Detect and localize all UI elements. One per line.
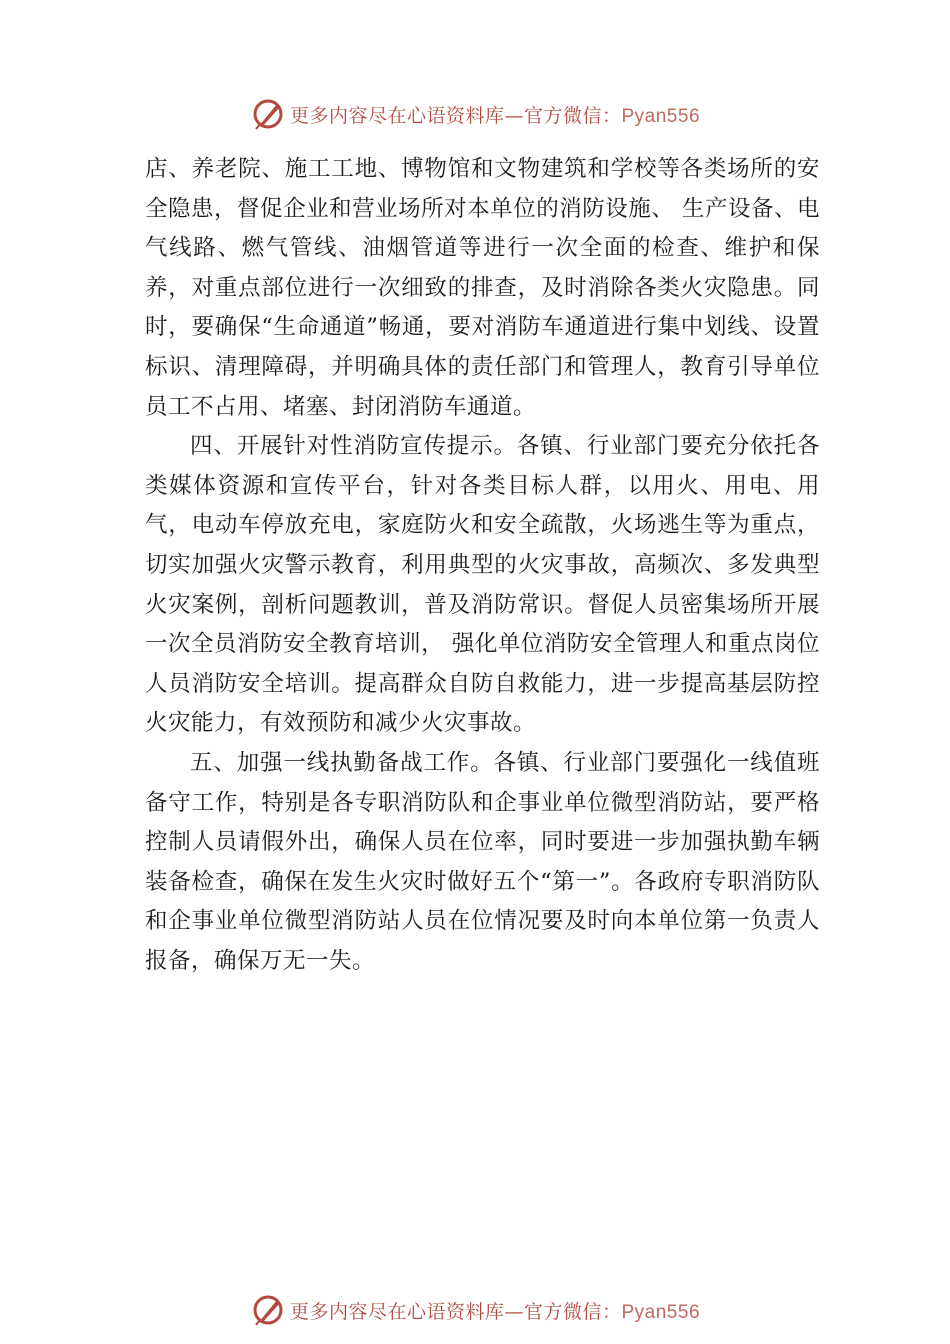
document-body (145, 150, 820, 981)
header-banner (0, 94, 950, 134)
paragraph-section-five: 五、加强一线执勤备战工作。各镇、行业部门要强化一线值班备守工作，特别是各专职消防队和企事业单位微型消防站，要严格控制人员请假外出，确保人员在位率，同时要进一步加强执勤车辆装备检查，确保在发生火灾时做好五个“第一”。各政府专职消防队和企事业单位微型消防站人员在位情况要及时向本单位第一负责人报备，确保万无一失。 (145, 749, 820, 974)
paragraph-continuation: 店、养老院、施工工地、博物馆和文物建筑和学校等各类场所的安全隐患，督促企业和营业场所对本单位的消防设施、 生产设备、电气线路、燃气管线、油烟管道等进行一次全面的检查、维护和保养，对重点部位进行一次细致的排查，及时消除各类火灾隐患。同时，要确保“生命通道”畅通，要对消防车通道进行集中划线、设置标识、清理障碍，并明确具体的责任部门和管理人，教育引导单位员工不占用、堵塞、封闭消防车通道。 (145, 156, 820, 420)
banner-text: 更多内容尽在心语资料库—官方微信：Pyan556 (289, 104, 701, 127)
paragraph-section-four: 四、开展针对性消防宣传提示。各镇、行业部门要充分依托各类媒体资源和宣传平台，针对各类目标人群，以用火、用电、用气，电动车停放充电，家庭防火和安全疏散，火场逃生等为重点，切实加强火灾警示教育，利用典型的火灾事故，高频次、多发典型火灾案例，剖析问题教训，普及消防常识。督促人员密集场所开展一次全员消防安全教育培训， 强化单位消防安全管理人和重点岗位人员消防安全培训。提高群众自防自救能力，进一步提高基层防控火灾能力，有效预防和减少火灾事故。 (145, 433, 820, 737)
wechat-id: Pyan556 (621, 105, 701, 127)
footer-banner-text: 更多内容尽在心语资料库—官方微信：Pyan556 (289, 1300, 701, 1323)
footer-banner (0, 1290, 950, 1330)
quill-pen-logo-icon (250, 96, 286, 132)
footer-wechat-id: Pyan556 (621, 1301, 701, 1323)
quill-pen-logo-icon (250, 1292, 286, 1328)
